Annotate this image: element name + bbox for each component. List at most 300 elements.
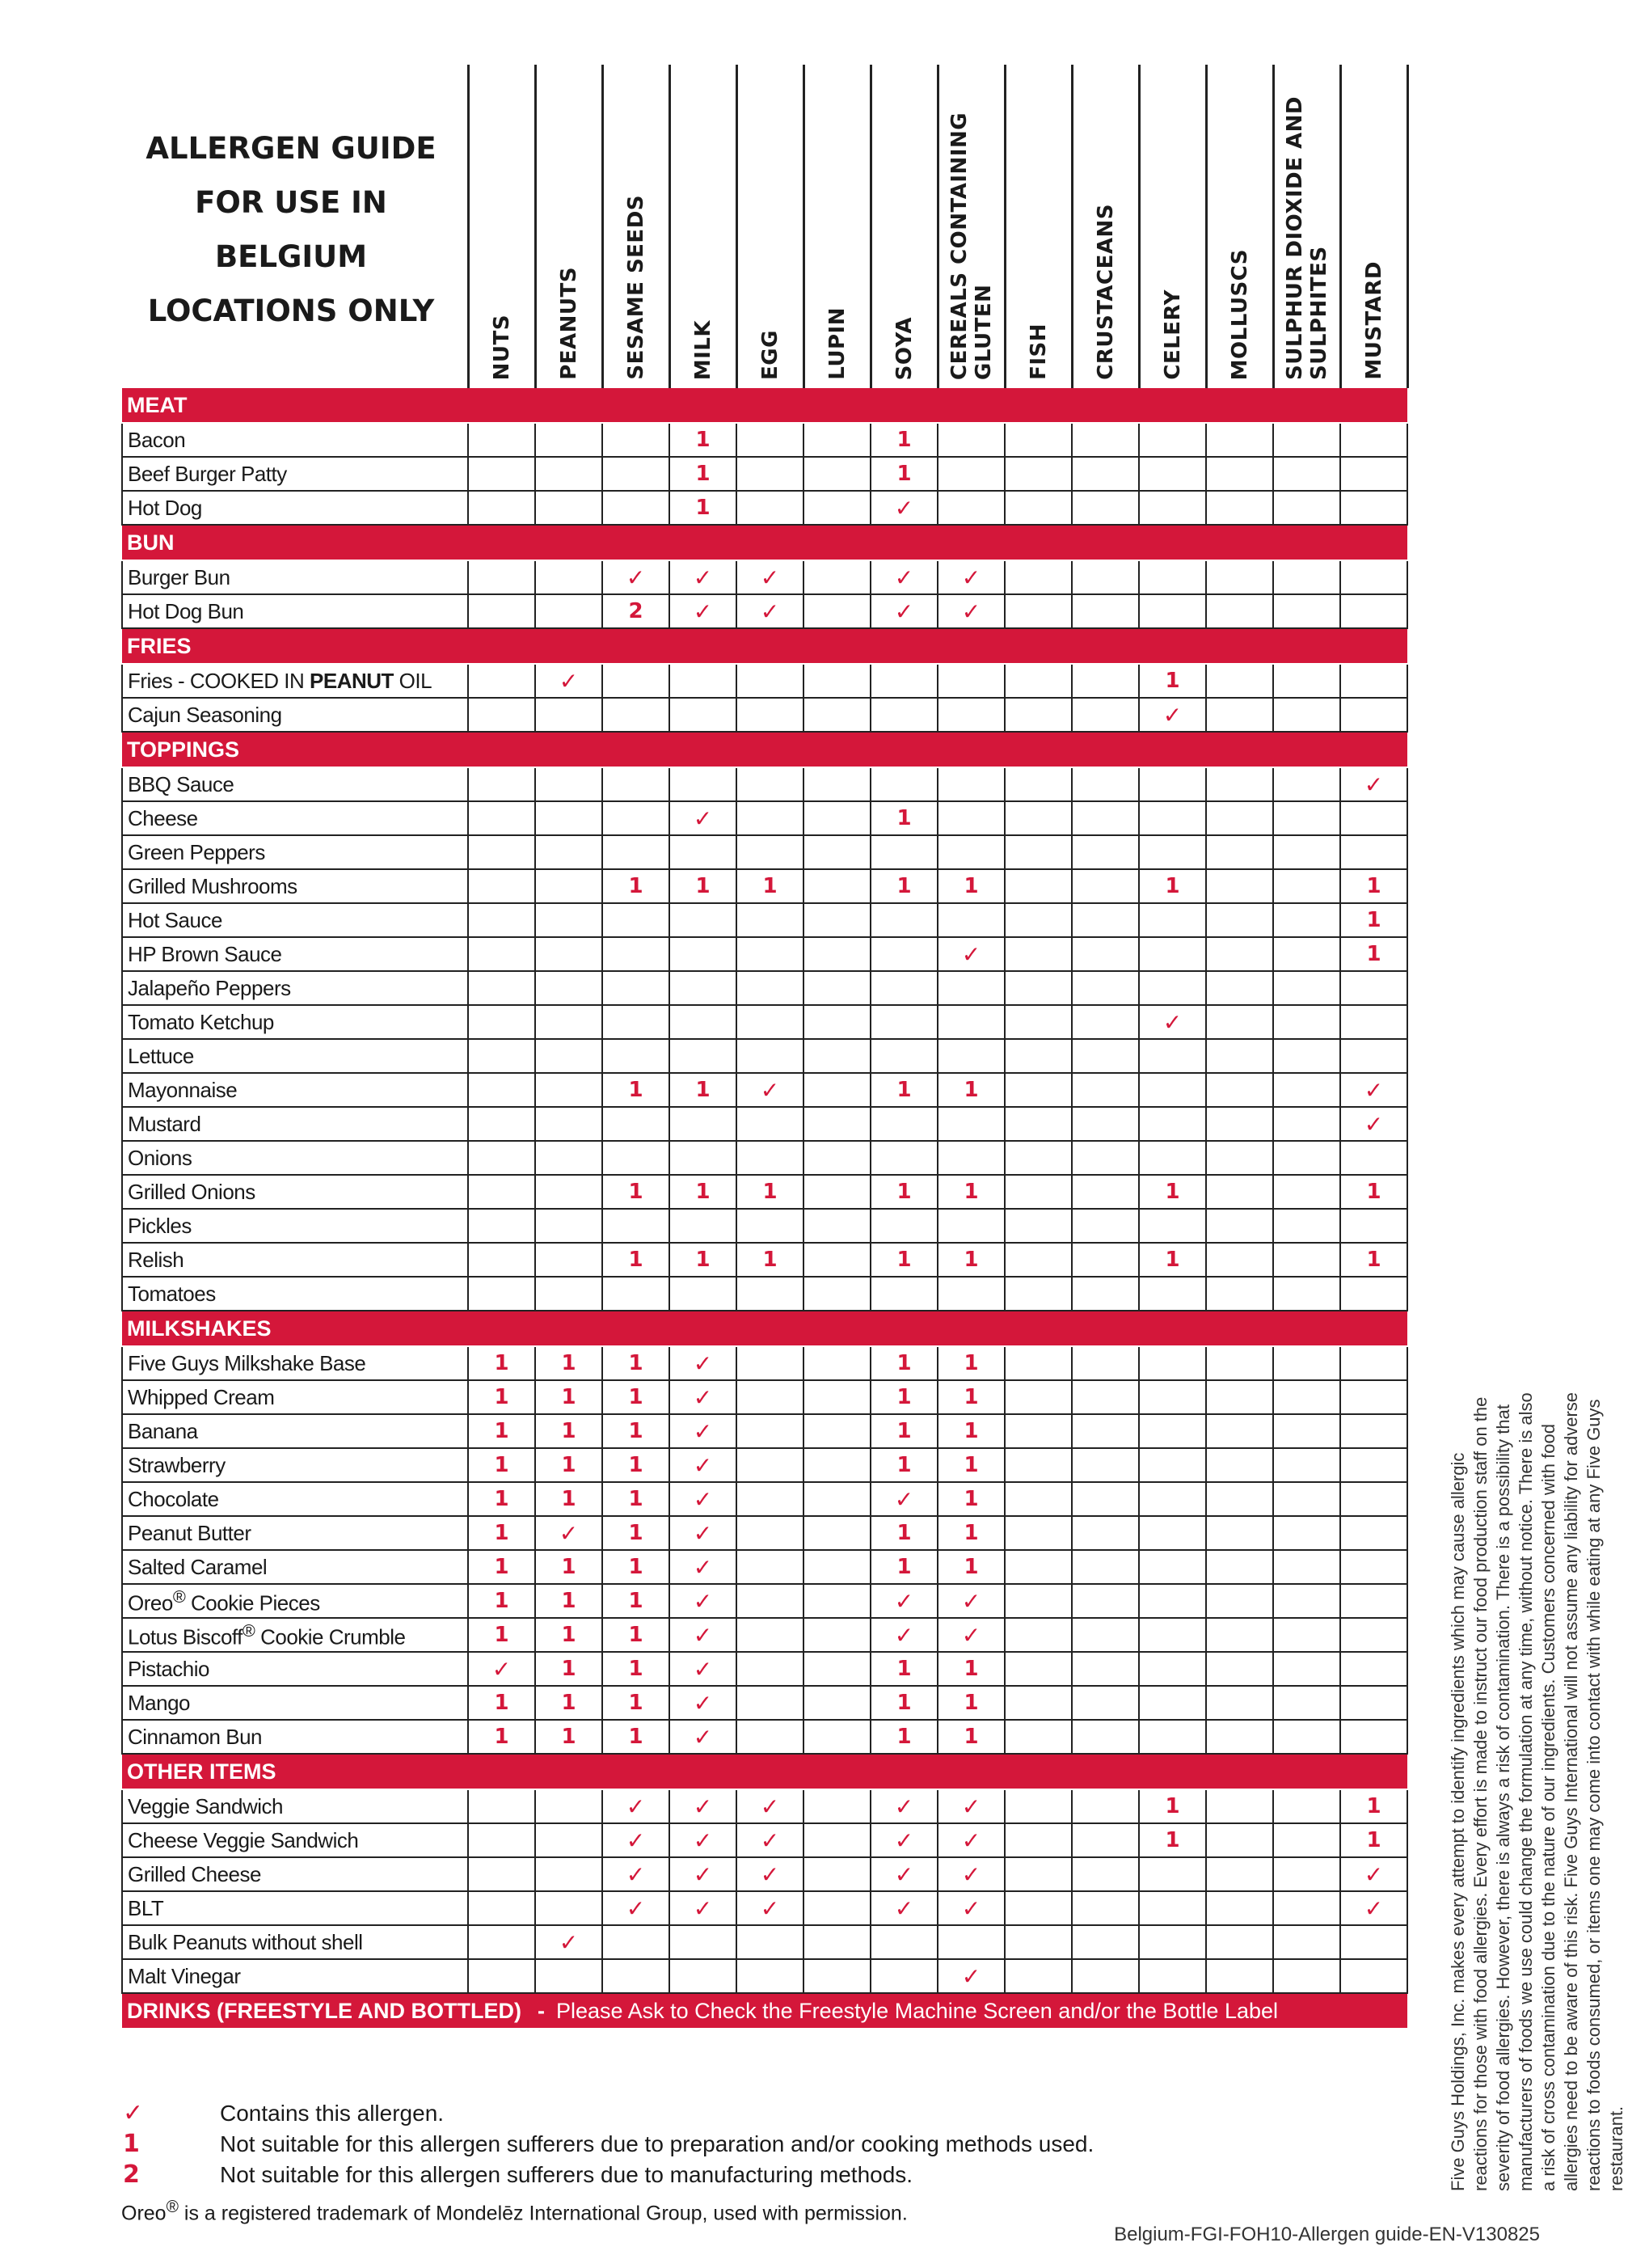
column-header-label: PEANUTS bbox=[556, 267, 581, 380]
allergen-cell bbox=[1005, 1209, 1072, 1243]
mark-1: 1 bbox=[896, 1725, 912, 1749]
mark-1: 1 bbox=[1165, 874, 1180, 898]
allergen-cell bbox=[938, 1857, 1005, 1891]
column-header-label: LUPIN bbox=[825, 307, 850, 380]
allergen-cell bbox=[535, 801, 602, 835]
allergen-cell bbox=[669, 1175, 736, 1209]
allergen-cell bbox=[871, 1686, 938, 1720]
allergen-cell bbox=[468, 869, 535, 903]
allergen-cell bbox=[602, 1175, 669, 1209]
item-name bbox=[122, 1209, 468, 1243]
column-header-label: CELERY bbox=[1160, 289, 1185, 380]
allergen-cell bbox=[1340, 1925, 1407, 1959]
check-icon: ✓ bbox=[760, 1860, 780, 1888]
table-row bbox=[122, 1925, 1407, 1959]
allergen-cell bbox=[803, 1618, 871, 1652]
allergen-cell bbox=[736, 1823, 803, 1857]
allergen-cell bbox=[535, 1209, 602, 1243]
allergen-cell bbox=[871, 1720, 938, 1754]
item-name bbox=[122, 869, 468, 903]
allergen-cell bbox=[1273, 1005, 1340, 1039]
table-row bbox=[122, 767, 1407, 801]
allergen-cell bbox=[468, 937, 535, 971]
section-title: BUN bbox=[122, 525, 1407, 560]
item-name bbox=[122, 767, 468, 801]
allergen-cell bbox=[736, 767, 803, 801]
column-header-soya bbox=[871, 65, 938, 388]
allergen-cell bbox=[1139, 801, 1206, 835]
allergen-cell bbox=[1005, 1243, 1072, 1277]
item-name-text: Beef Burger Patty bbox=[128, 461, 287, 486]
mark-1: 1 bbox=[896, 1521, 912, 1545]
allergen-cell bbox=[1340, 560, 1407, 594]
allergen-cell bbox=[602, 801, 669, 835]
allergen-cell bbox=[669, 835, 736, 869]
allergen-cell bbox=[1206, 1141, 1273, 1175]
allergen-cell bbox=[803, 1448, 871, 1482]
section-header-fries bbox=[122, 628, 1407, 664]
allergen-cell bbox=[1139, 1652, 1206, 1686]
allergen-cell bbox=[1340, 835, 1407, 869]
check-icon: ✓ bbox=[1364, 1894, 1384, 1922]
allergen-cell bbox=[1139, 423, 1206, 457]
mark-1: 1 bbox=[494, 1351, 509, 1375]
allergen-cell bbox=[669, 1652, 736, 1686]
allergen-cell bbox=[736, 1414, 803, 1448]
allergen-cell bbox=[468, 491, 535, 525]
allergen-cell bbox=[736, 903, 803, 937]
mark-1: 1 bbox=[896, 1657, 912, 1681]
allergen-cell bbox=[468, 1857, 535, 1891]
allergen-cell bbox=[871, 1175, 938, 1209]
allergen-cell bbox=[736, 1550, 803, 1584]
item-name bbox=[122, 1857, 468, 1891]
allergen-cell bbox=[1340, 1652, 1407, 1686]
allergen-cell bbox=[602, 457, 669, 491]
allergen-cell bbox=[1139, 1686, 1206, 1720]
allergen-cell bbox=[1139, 835, 1206, 869]
allergen-cell bbox=[669, 594, 736, 628]
allergen-cell bbox=[1072, 1277, 1139, 1311]
allergen-cell bbox=[602, 767, 669, 801]
mark-1: 1 bbox=[964, 1521, 979, 1545]
check-icon: ✓ bbox=[559, 1928, 579, 1956]
allergen-cell bbox=[602, 869, 669, 903]
check-icon: ✓ bbox=[693, 1894, 713, 1922]
allergen-cell bbox=[803, 1039, 871, 1073]
title-line: ALLERGEN GUIDE bbox=[146, 131, 437, 166]
allergen-cell bbox=[669, 1584, 736, 1618]
check-icon: ✓ bbox=[1364, 1860, 1384, 1888]
allergen-cell bbox=[1005, 1550, 1072, 1584]
allergen-cell bbox=[1072, 1380, 1139, 1414]
table-row bbox=[122, 698, 1407, 732]
allergen-cell bbox=[871, 937, 938, 971]
allergen-cell bbox=[669, 1141, 736, 1175]
allergen-cell bbox=[468, 1516, 535, 1550]
item-name-text: Green Peppers bbox=[128, 839, 265, 864]
table-row bbox=[122, 491, 1407, 525]
column-header-label: EGG bbox=[757, 330, 782, 380]
allergen-cell bbox=[736, 1107, 803, 1141]
allergen-cell bbox=[1139, 1209, 1206, 1243]
allergen-cell bbox=[1273, 903, 1340, 937]
allergen-cell bbox=[669, 1414, 736, 1448]
allergen-cell bbox=[736, 1891, 803, 1925]
mark-1: 1 bbox=[628, 1691, 643, 1715]
table-row bbox=[122, 1073, 1407, 1107]
allergen-cell bbox=[669, 869, 736, 903]
check-icon: ✓ bbox=[961, 940, 981, 968]
column-header-egg bbox=[736, 65, 803, 388]
allergen-cell bbox=[736, 1141, 803, 1175]
item-name bbox=[122, 1380, 468, 1414]
allergen-cell bbox=[1340, 1550, 1407, 1584]
allergen-cell bbox=[1206, 457, 1273, 491]
mark-1: 1 bbox=[628, 874, 643, 898]
allergen-cell bbox=[1206, 1516, 1273, 1550]
allergen-cell bbox=[803, 423, 871, 457]
allergen-cell bbox=[1005, 971, 1072, 1005]
mark-1: 1 bbox=[1366, 908, 1381, 932]
allergen-cell bbox=[1206, 801, 1273, 835]
allergen-cell bbox=[736, 1073, 803, 1107]
allergen-cell bbox=[1273, 1550, 1340, 1584]
allergen-cell bbox=[1072, 1959, 1139, 1993]
mark-1: 1 bbox=[561, 1385, 576, 1409]
item-name-text: Veggie Sandwich bbox=[128, 1793, 283, 1818]
allergen-cell bbox=[535, 1175, 602, 1209]
item-name-text: Oreo bbox=[128, 1590, 173, 1615]
allergen-cell bbox=[535, 1720, 602, 1754]
mark-1: 1 bbox=[628, 1248, 643, 1272]
allergen-cell bbox=[602, 1073, 669, 1107]
allergen-cell bbox=[1206, 1277, 1273, 1311]
allergen-cell bbox=[1139, 1891, 1206, 1925]
allergen-cell bbox=[803, 1380, 871, 1414]
allergen-cell bbox=[1206, 1789, 1273, 1823]
allergen-cell bbox=[535, 1584, 602, 1618]
check-icon: ✓ bbox=[693, 805, 713, 832]
allergen-cell bbox=[938, 869, 1005, 903]
mark-1: 1 bbox=[896, 806, 912, 830]
item-name bbox=[122, 1448, 468, 1482]
allergen-cell bbox=[468, 1823, 535, 1857]
allergen-cell bbox=[669, 971, 736, 1005]
mark-1: 1 bbox=[896, 1248, 912, 1272]
allergen-cell bbox=[938, 594, 1005, 628]
item-name-text: Mango bbox=[128, 1690, 190, 1715]
mark-1: 1 bbox=[628, 1725, 643, 1749]
section-title: MILKSHAKES bbox=[122, 1311, 1407, 1346]
allergen-cell bbox=[938, 1618, 1005, 1652]
check-icon: ✓ bbox=[894, 494, 914, 522]
check-icon: ✓ bbox=[626, 1894, 646, 1922]
allergen-cell bbox=[1139, 1277, 1206, 1311]
allergen-cell bbox=[871, 423, 938, 457]
table-row bbox=[122, 937, 1407, 971]
allergen-cell bbox=[1206, 937, 1273, 971]
allergen-cell bbox=[1139, 1039, 1206, 1073]
allergen-cell bbox=[871, 1005, 938, 1039]
allergen-cell bbox=[1072, 491, 1139, 525]
table-row bbox=[122, 457, 1407, 491]
allergen-cell bbox=[871, 1243, 938, 1277]
allergen-cell bbox=[938, 491, 1005, 525]
legend-text: Not suitable for this allergen sufferers due to preparation and/or cooking methods used. bbox=[220, 2131, 1094, 2156]
allergen-cell bbox=[736, 698, 803, 732]
allergen-cell bbox=[1206, 1823, 1273, 1857]
table-row bbox=[122, 801, 1407, 835]
allergen-cell bbox=[803, 1107, 871, 1141]
column-header-label: FISH bbox=[1026, 323, 1051, 380]
drinks-label: DRINKS (FREESTYLE AND BOTTLED) bbox=[127, 1998, 521, 2023]
allergen-cell bbox=[871, 1039, 938, 1073]
allergen-cell bbox=[602, 1448, 669, 1482]
table-row bbox=[122, 869, 1407, 903]
item-name-text: Banana bbox=[128, 1418, 198, 1443]
allergen-cell bbox=[535, 1107, 602, 1141]
allergen-cell bbox=[1206, 1652, 1273, 1686]
mark-1: 1 bbox=[628, 1078, 643, 1102]
allergen-cell bbox=[535, 1141, 602, 1175]
allergen-cell bbox=[1005, 1005, 1072, 1039]
allergen-cell bbox=[602, 1141, 669, 1175]
allergen-cell bbox=[736, 1277, 803, 1311]
allergen-cell bbox=[468, 1243, 535, 1277]
table-row bbox=[122, 1039, 1407, 1073]
allergen-cell bbox=[871, 1448, 938, 1482]
allergen-cell bbox=[602, 1243, 669, 1277]
allergen-cell bbox=[1206, 835, 1273, 869]
allergen-cell bbox=[468, 1141, 535, 1175]
allergen-cell bbox=[535, 1380, 602, 1414]
allergen-cell bbox=[669, 491, 736, 525]
allergen-cell bbox=[1072, 1243, 1139, 1277]
allergen-cell bbox=[736, 1959, 803, 1993]
column-header-nuts bbox=[468, 65, 535, 388]
mark-1: 1 bbox=[1165, 1248, 1180, 1272]
table-row bbox=[122, 1175, 1407, 1209]
allergen-cell bbox=[871, 1584, 938, 1618]
check-icon: ✓ bbox=[693, 1383, 713, 1411]
allergen-cell bbox=[938, 1891, 1005, 1925]
allergen-cell bbox=[1005, 1175, 1072, 1209]
allergen-cell bbox=[669, 1925, 736, 1959]
allergen-cell bbox=[803, 1346, 871, 1380]
item-name-text: Pistachio bbox=[128, 1656, 209, 1681]
allergen-cell bbox=[1072, 560, 1139, 594]
allergen-cell bbox=[1072, 594, 1139, 628]
allergen-cell bbox=[1072, 423, 1139, 457]
mark-1: 1 bbox=[494, 1555, 509, 1579]
table-row bbox=[122, 594, 1407, 628]
allergen-cell bbox=[1072, 1789, 1139, 1823]
allergen-cell bbox=[1005, 1857, 1072, 1891]
allergen-cell bbox=[736, 801, 803, 835]
legend-symbol-2: 2 bbox=[123, 2160, 140, 2189]
allergen-cell bbox=[1206, 1959, 1273, 1993]
item-name bbox=[122, 1516, 468, 1550]
allergen-cell bbox=[602, 1209, 669, 1243]
allergen-cell bbox=[535, 457, 602, 491]
allergen-cell bbox=[1273, 1346, 1340, 1380]
check-icon: ✓ bbox=[961, 1793, 981, 1820]
allergen-cell bbox=[1340, 1414, 1407, 1448]
allergen-cell bbox=[468, 1346, 535, 1380]
column-header-sesame-seeds bbox=[602, 65, 669, 388]
item-name-text: Peanut Butter bbox=[128, 1520, 251, 1545]
allergen-cell bbox=[602, 1720, 669, 1754]
allergen-cell bbox=[803, 491, 871, 525]
column-header-label: SOYA bbox=[892, 316, 917, 380]
check-icon: ✓ bbox=[894, 1621, 914, 1649]
allergen-cell bbox=[1206, 423, 1273, 457]
mark-1: 1 bbox=[1366, 1828, 1381, 1852]
mark-1: 1 bbox=[494, 1453, 509, 1477]
allergen-cell bbox=[1005, 903, 1072, 937]
column-header-mustard bbox=[1340, 65, 1407, 388]
allergen-cell bbox=[1206, 1209, 1273, 1243]
mark-1: 1 bbox=[628, 1657, 643, 1681]
allergen-cell bbox=[871, 1925, 938, 1959]
allergen-cell bbox=[1005, 1141, 1072, 1175]
allergen-cell bbox=[1340, 1243, 1407, 1277]
check-icon: ✓ bbox=[760, 1894, 780, 1922]
allergen-cell bbox=[1273, 1482, 1340, 1516]
allergen-cell bbox=[669, 767, 736, 801]
check-icon: ✓ bbox=[894, 1894, 914, 1922]
mark-1: 1 bbox=[964, 1078, 979, 1102]
allergen-cell bbox=[1005, 801, 1072, 835]
allergen-cell bbox=[1340, 1618, 1407, 1652]
check-icon: ✓ bbox=[693, 1827, 713, 1854]
allergen-cell bbox=[468, 560, 535, 594]
allergen-cell bbox=[535, 1823, 602, 1857]
allergen-cell bbox=[736, 937, 803, 971]
mark-1: 1 bbox=[628, 1385, 643, 1409]
allergen-cell bbox=[1072, 1720, 1139, 1754]
allergen-cell bbox=[468, 1550, 535, 1584]
table-row bbox=[122, 835, 1407, 869]
check-icon: ✓ bbox=[693, 598, 713, 625]
allergen-cell bbox=[1340, 1857, 1407, 1891]
allergen-cell bbox=[468, 1618, 535, 1652]
column-header-peanuts bbox=[535, 65, 602, 388]
item-name bbox=[122, 1891, 468, 1925]
drinks-banner bbox=[122, 1993, 1407, 2029]
allergen-cell bbox=[803, 1652, 871, 1686]
allergen-cell bbox=[602, 1346, 669, 1380]
item-name-text: Cheese Veggie Sandwich bbox=[128, 1827, 359, 1852]
allergen-cell bbox=[803, 594, 871, 628]
check-icon: ✓ bbox=[961, 1962, 981, 1990]
legend-text: Contains this allergen. bbox=[220, 2101, 445, 2126]
allergen-cell bbox=[669, 937, 736, 971]
allergen-cell bbox=[535, 767, 602, 801]
table-row bbox=[122, 1823, 1407, 1857]
allergen-cell bbox=[1273, 1857, 1340, 1891]
mark-1: 1 bbox=[1366, 1248, 1381, 1272]
allergen-cell bbox=[602, 1789, 669, 1823]
allergen-cell bbox=[1340, 1175, 1407, 1209]
allergen-cell bbox=[1139, 1618, 1206, 1652]
check-icon: ✓ bbox=[961, 1621, 981, 1649]
allergen-cell bbox=[1005, 1891, 1072, 1925]
allergen-cell bbox=[1206, 903, 1273, 937]
allergen-cell bbox=[468, 1107, 535, 1141]
allergen-cell bbox=[1072, 1039, 1139, 1073]
mark-1: 1 bbox=[628, 1521, 643, 1545]
check-icon: ✓ bbox=[760, 1793, 780, 1820]
table-row bbox=[122, 1789, 1407, 1823]
allergen-cell bbox=[1340, 1141, 1407, 1175]
check-icon: ✓ bbox=[626, 1827, 646, 1854]
allergen-cell bbox=[602, 698, 669, 732]
mark-1: 1 bbox=[695, 874, 711, 898]
legend-row-manufacturing bbox=[121, 2160, 1094, 2190]
allergen-cell bbox=[1005, 1414, 1072, 1448]
allergen-cell bbox=[938, 1243, 1005, 1277]
allergen-cell bbox=[871, 903, 938, 937]
allergen-cell bbox=[871, 1857, 938, 1891]
allergen-cell bbox=[1005, 1482, 1072, 1516]
column-header-sulphur-dioxide-and-sulphites bbox=[1273, 65, 1340, 388]
allergen-cell bbox=[602, 903, 669, 937]
allergen-cell bbox=[1005, 835, 1072, 869]
allergen-cell bbox=[871, 767, 938, 801]
allergen-cell bbox=[602, 1823, 669, 1857]
title-line: FOR USE IN bbox=[195, 185, 387, 220]
allergen-cell bbox=[871, 1516, 938, 1550]
allergen-cell bbox=[1005, 1039, 1072, 1073]
column-header-label: MOLLUSCS bbox=[1227, 248, 1252, 380]
allergen-cell bbox=[1139, 1141, 1206, 1175]
allergen-cell bbox=[1139, 1107, 1206, 1141]
item-name-text: Lotus Biscoff bbox=[128, 1624, 243, 1649]
item-name bbox=[122, 423, 468, 457]
allergen-cell bbox=[468, 457, 535, 491]
allergen-cell bbox=[736, 869, 803, 903]
legend-text: Not suitable for this allergen sufferers due to manufacturing methods. bbox=[220, 2162, 913, 2187]
allergen-cell bbox=[1206, 698, 1273, 732]
item-name-text: Hot Dog Bun bbox=[128, 598, 244, 623]
item-name bbox=[122, 937, 468, 971]
allergen-cell bbox=[736, 594, 803, 628]
column-header-label: MILK bbox=[690, 319, 715, 380]
allergen-cell bbox=[1072, 1005, 1139, 1039]
allergen-cell bbox=[803, 1175, 871, 1209]
check-icon: ✓ bbox=[894, 1587, 914, 1615]
allergen-cell bbox=[1273, 1959, 1340, 1993]
mark-1: 1 bbox=[695, 428, 711, 452]
allergen-cell bbox=[1273, 1209, 1340, 1243]
allergen-cell bbox=[1139, 1346, 1206, 1380]
allergen-cell bbox=[669, 1891, 736, 1925]
allergen-cell bbox=[1139, 1823, 1206, 1857]
mark-1: 1 bbox=[695, 1078, 711, 1102]
allergen-cell bbox=[1206, 491, 1273, 525]
check-icon: ✓ bbox=[693, 1793, 713, 1820]
allergen-cell bbox=[1206, 1107, 1273, 1141]
mark-1: 1 bbox=[561, 1419, 576, 1443]
section-header-toppings bbox=[122, 732, 1407, 767]
table-row bbox=[122, 1550, 1407, 1584]
allergen-cell bbox=[1139, 698, 1206, 732]
allergen-cell bbox=[602, 560, 669, 594]
mark-2: 2 bbox=[628, 599, 643, 623]
mark-1: 1 bbox=[762, 1180, 778, 1204]
